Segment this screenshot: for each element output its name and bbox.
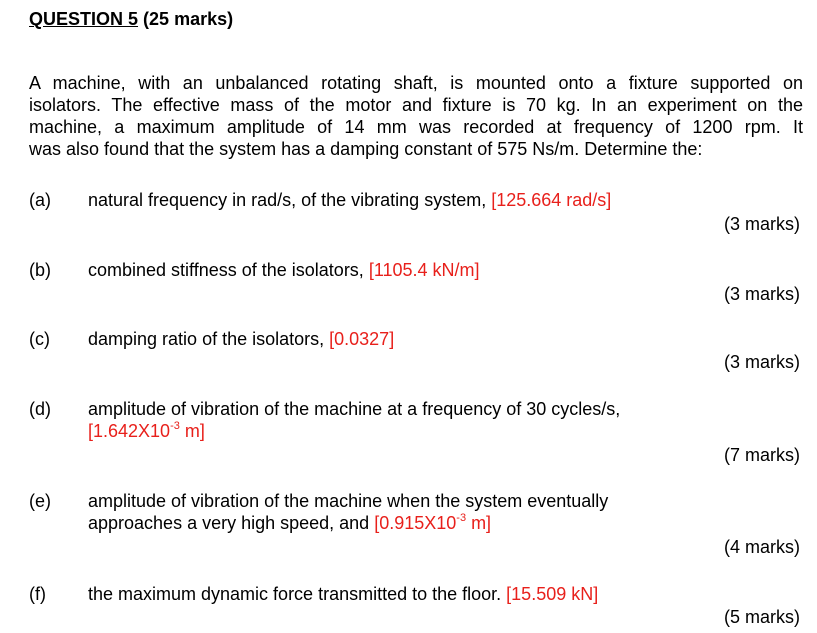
part-text — [88, 490, 728, 534]
part-answer: [1105.4 kN/m] — [368, 260, 480, 280]
part-text — [88, 583, 728, 605]
part-label: (b) — [29, 260, 51, 280]
part-question-line1: amplitude of vibration of the machine when the system eventually — [88, 491, 609, 511]
part-question-line2: approaches a very high speed, and — [88, 513, 375, 533]
part-question: damping ratio of the isolators, — [88, 329, 330, 349]
answer-unit: m] — [466, 513, 492, 533]
part-marks: (3 marks) — [724, 284, 800, 304]
question-title — [29, 8, 233, 30]
part-question: combined stiffness of the isolators, — [88, 260, 369, 280]
question-total-marks: (25 marks) — [143, 9, 234, 29]
part-question: the maximum dynamic force transmitted to the floor. — [88, 584, 507, 604]
part-label: (f) — [29, 584, 46, 604]
part-marks: (7 marks) — [724, 445, 800, 465]
part-question: amplitude of vibration of the machine at a frequency of 30 cycles/s, — [88, 399, 621, 419]
question-intro — [29, 72, 803, 160]
answer-exponent: -3 — [456, 512, 467, 524]
intro-line: machine, a maximum amplitude of 14 mm was recorded at frequency of 1200 rpm. It — [29, 117, 803, 137]
part-text — [88, 259, 728, 281]
part-marks: (5 marks) — [724, 607, 800, 627]
part-answer — [374, 513, 491, 533]
part-marks: (4 marks) — [724, 537, 800, 557]
intro-line: was also found that the system has a damping constant of 575 Ns/m. Determine the: — [29, 139, 703, 159]
intro-line: A machine, with an unbalanced rotating shaft, is mounted onto a fixture supported on — [29, 73, 803, 93]
part-text — [88, 189, 728, 211]
answer-exponent: -3 — [170, 420, 180, 432]
part-label: (e) — [29, 491, 51, 511]
part-answer: [0.0327] — [329, 329, 395, 349]
part-label: (c) — [29, 329, 50, 349]
part-answer: [15.509 kN] — [506, 584, 599, 604]
part-marks: (3 marks) — [724, 352, 800, 372]
part-text — [88, 398, 728, 442]
part-answer: [125.664 rad/s] — [491, 190, 612, 210]
question-number: QUESTION 5 — [29, 9, 139, 29]
part-question: natural frequency in rad/s, of the vibrating system, — [88, 190, 492, 210]
part-text — [88, 328, 728, 350]
part-marks: (3 marks) — [724, 214, 800, 234]
part-label: (a) — [29, 190, 51, 210]
intro-line: isolators. The effective mass of the motor and fixture is 70 kg. In an experiment on the — [29, 95, 803, 115]
answer-unit: m] — [179, 421, 205, 441]
part-answer — [88, 421, 205, 441]
part-label: (d) — [29, 399, 51, 419]
answer-base: [0.915X10 — [374, 513, 457, 533]
answer-base: [1.642X10 — [88, 421, 171, 441]
